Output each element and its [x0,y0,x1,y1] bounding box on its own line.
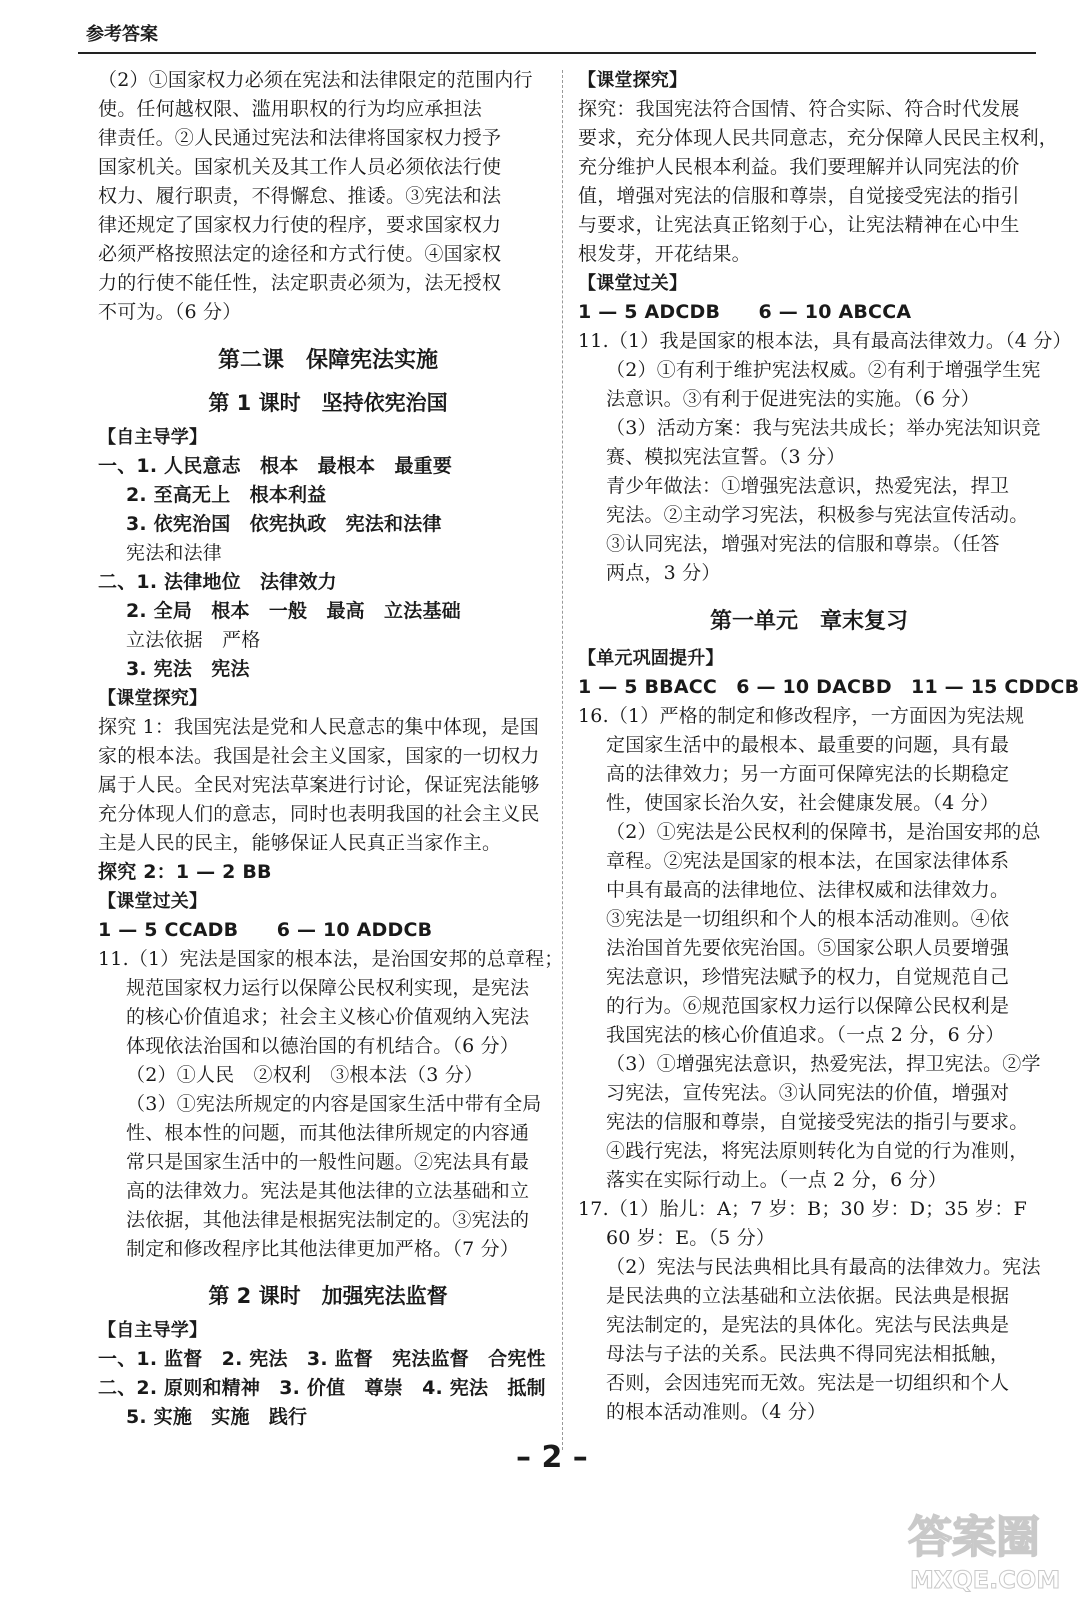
answer-line: 宪法。②主动学习宪法，积极参与宪法宣传活动。 [606,504,1029,526]
text-line: 探究：我国宪法符合国情、符合实际、符合时代发展 [578,98,1020,120]
section-label: 【自主导学】 [98,427,208,448]
answer-line: 立法依据 严格 [126,629,261,651]
right-column [578,66,1080,1427]
text-line: 根发芽，开花结果。 [578,243,751,265]
answer-line: 1 — 5 BBACC 6 — 10 DACBD 11 — 15 CDDCB [578,676,1080,698]
answer-line: 赛、模拟宪法宣誓。（3 分） [606,446,846,468]
answer-line: 我国宪法的核心价值追求。（一点 2 分，6 分） [606,1024,1005,1046]
text-line: 主是人民的民主，能够保证人民真正当家作主。 [98,832,502,854]
answer-line: （2）①宪法是公民权利的保障书，是治国安邦的总 [606,821,1041,843]
answer-line: 宪法的信服和尊崇，自觉接受宪法的指引与要求。 [606,1111,1029,1133]
answer-line: 章程。②宪法是国家的根本法，在国家法律体系 [606,850,1010,872]
text-line: （2）①国家权力必须在宪法和法律限定的范围内行 [98,69,533,91]
answer-line: 11.（1）宪法是国家的根本法，是治国安邦的总章程； [98,948,564,970]
period-title: 第 1 课时 坚持依宪治国 [208,391,448,415]
answer-line: 宪法和法律 [126,542,223,564]
answer-line: 否则，会因违宪而无效。宪法是一切组织和个人 [606,1372,1010,1394]
answer-line: 5. 实施 实施 践行 [126,1406,308,1428]
left-column [98,66,564,1432]
text-line: 国家机关。国家机关及其工作人员必须依法行使 [98,156,502,178]
answer-line: 常只是国家生活中的一般性问题。②宪法具有最 [126,1151,530,1173]
text-line: 值，增强对宪法的信服和尊崇，自觉接受宪法的指引 [578,185,1020,207]
answer-line: （2）①有利于维护宪法权威。②有利于增强学生宪 [606,359,1041,381]
answer-line: ③认同宪法，增强对宪法的信服和尊崇。（任答 [606,533,1000,555]
text-line: 律还规定了国家权力行使的程序，要求国家权力 [98,214,502,236]
section-label: 【课堂探究】 [578,70,688,91]
answer-line: 二、1. 法律地位 法律效力 [98,571,337,593]
text-line: 必须严格按照法定的途径和方式行使。④国家权 [98,243,502,265]
answer-line: （2）①人民 ②权利 ③根本法（3 分） [126,1064,484,1086]
text-line: 属于人民。全民对宪法草案进行讨论，保证宪法能够 [98,774,540,796]
answer-line: 母法与子法的关系。民法典不得同宪法相抵触， [606,1343,1010,1365]
answer-line: 习宪法，宣传宪法。③认同宪法的价值，增强对 [606,1082,1010,1104]
answer-line: 规范国家权力运行以保障公民权利实现，是宪法 [126,977,530,999]
watermark-text: 答案圈 [908,1512,1040,1563]
answer-line: 1 — 5 CCADB 6 — 10 ADDCB [98,919,433,941]
answer-line: 16.（1）严格的制定和修改程序，一方面因为宪法规 [578,705,1025,727]
answer-line: 性、根本性的问题，而其他法律所规定的内容通 [126,1122,530,1144]
text-line: 探究 2：1 — 2 BB [98,861,272,883]
answer-line: （3）①增强宪法意识，热爱宪法，捍卫宪法。②学 [606,1053,1041,1075]
answer-line: 3. 宪法 宪法 [126,658,250,680]
answer-line: 法治国首先要依宪治国。⑤国家公职人员要增强 [606,937,1010,959]
answer-line: 两点，3 分） [606,562,721,584]
answer-line: 法依据，其他法律是根据宪法制定的。③宪法的 [126,1209,530,1231]
text-line: 充分维护人民根本利益。我们要理解并认同宪法的价 [578,156,1020,178]
answer-line: 体现依法治国和以德治国的有机结合。（6 分） [126,1035,520,1057]
text-line: 与要求，让宪法真正铭刻于心，让宪法精神在心中生 [578,214,1020,236]
answer-line: 青少年做法：①增强宪法意识，热爱宪法，捍卫 [606,475,1010,497]
text-line: 探究 1：我国宪法是党和人民意志的集中体现，是国 [98,716,539,738]
answer-line: 的根本活动准则。（4 分） [606,1401,827,1423]
answer-line: 一、1. 人民意志 根本 最根本 最重要 [98,455,453,477]
text-line: 家的根本法。我国是社会主义国家，国家的一切权力 [98,745,540,767]
lesson-title: 第二课 保障宪法实施 [217,348,438,373]
answer-line: 60 岁：E。（5 分） [606,1227,776,1249]
answer-line: 制定和修改程序比其他法律更加严格。（7 分） [126,1238,520,1260]
answer-line: 1 — 5 ADCDB 6 — 10 ABCCA [578,301,912,323]
watermark-url: MXQE.COM [910,1566,1061,1594]
period-title: 第 2 课时 加强宪法监督 [208,1284,448,1308]
text-line: 权力、履行职责，不得懈怠、推诿。③宪法和法 [98,185,502,207]
answer-line: 3. 依宪治国 依宪执政 宪法和法律 [126,513,442,535]
watermark-logo [900,1500,1080,1595]
answer-line: 法意识。③有利于促进宪法的实施。（6 分） [606,388,980,410]
text-line: 使。任何越权限、滥用职权的行为均应承担法 [98,98,483,120]
answer-line: 17.（1）胎儿：A；7 岁：B；30 岁：D；35 岁：F [578,1198,1027,1220]
answer-line: （3）活动方案：我与宪法共成长；举办宪法知识竞 [606,417,1041,439]
answer-line: 的行为。⑥规范国家权力运行以保障公民权利是 [606,995,1010,1017]
answer-line: 宪法制定的，是宪法的具体化。宪法与民法典是 [606,1314,1010,1336]
answer-line: 性，使国家长治久安，社会健康发展。（4 分） [606,792,1000,814]
unit-title: 第一单元 章末复习 [709,609,908,634]
section-label: 【自主导学】 [98,1320,208,1341]
answer-line: 宪法意识，珍惜宪法赋予的权力，自觉规范自己 [606,966,1010,988]
answer-line: 2. 至高无上 根本利益 [126,484,327,506]
answer-line: 二、2. 原则和精神 3. 价值 尊崇 4. 宪法 抵制 [98,1377,546,1399]
answer-line: ④践行宪法，将宪法原则转化为自觉的行为准则， [606,1140,1029,1162]
column-divider [562,70,563,1450]
section-label: 【单元巩固提升】 [578,648,724,669]
text-line: 要求，充分体现人民共同意志，充分保障人民民主权利， [578,127,1059,149]
answer-line: 11.（1）我是国家的根本法，具有最高法律效力。（4 分） [578,330,1072,352]
answer-line: 一、1. 监督 2. 宪法 3. 监督 宪法监督 合宪性 [98,1348,546,1370]
answer-line: 高的法律效力；另一方面可保障宪法的长期稳定 [606,763,1010,785]
answer-line: 高的法律效力。宪法是其他法律的立法基础和立 [126,1180,530,1202]
section-label: 【课堂过关】 [578,273,688,294]
answer-line: 落实在实际行动上。（一点 2 分，6 分） [606,1169,947,1191]
answer-line: （2）宪法与民法典相比具有最高的法律效力。宪法 [606,1256,1041,1278]
header-rule [78,52,1036,54]
answer-line: 2. 全局 根本 一般 最高 立法基础 [126,600,461,622]
text-line: 充分体现人们的意志，同时也表明我国的社会主义民 [98,803,540,825]
answer-line: 是民法典的立法基础和立法依据。民法典是根据 [606,1285,1010,1307]
answer-line: 定国家生活中的最根本、最重要的问题，具有最 [606,734,1010,756]
answer-line: ③宪法是一切组织和个人的根本活动准则。④依 [606,908,1010,930]
section-label: 【课堂过关】 [98,891,208,912]
text-line: 不可为。（6 分） [98,301,242,323]
page-header: 参考答案 [86,24,158,45]
answer-line: （3）①宪法所规定的内容是国家生活中带有全局 [126,1093,542,1115]
text-line: 律责任。②人民通过宪法和法律将国家权力授予 [98,127,502,149]
answer-line: 的核心价值追求；社会主义核心价值观纳入宪法 [126,1006,530,1028]
answer-line: 中具有最高的法律地位、法律权威和法律效力。 [606,879,1010,901]
page-number: – 2 – [516,1440,588,1475]
section-label: 【课堂探究】 [98,688,208,709]
text-line: 力的行使不能任性，法定职责必须为，法无授权 [98,272,502,294]
